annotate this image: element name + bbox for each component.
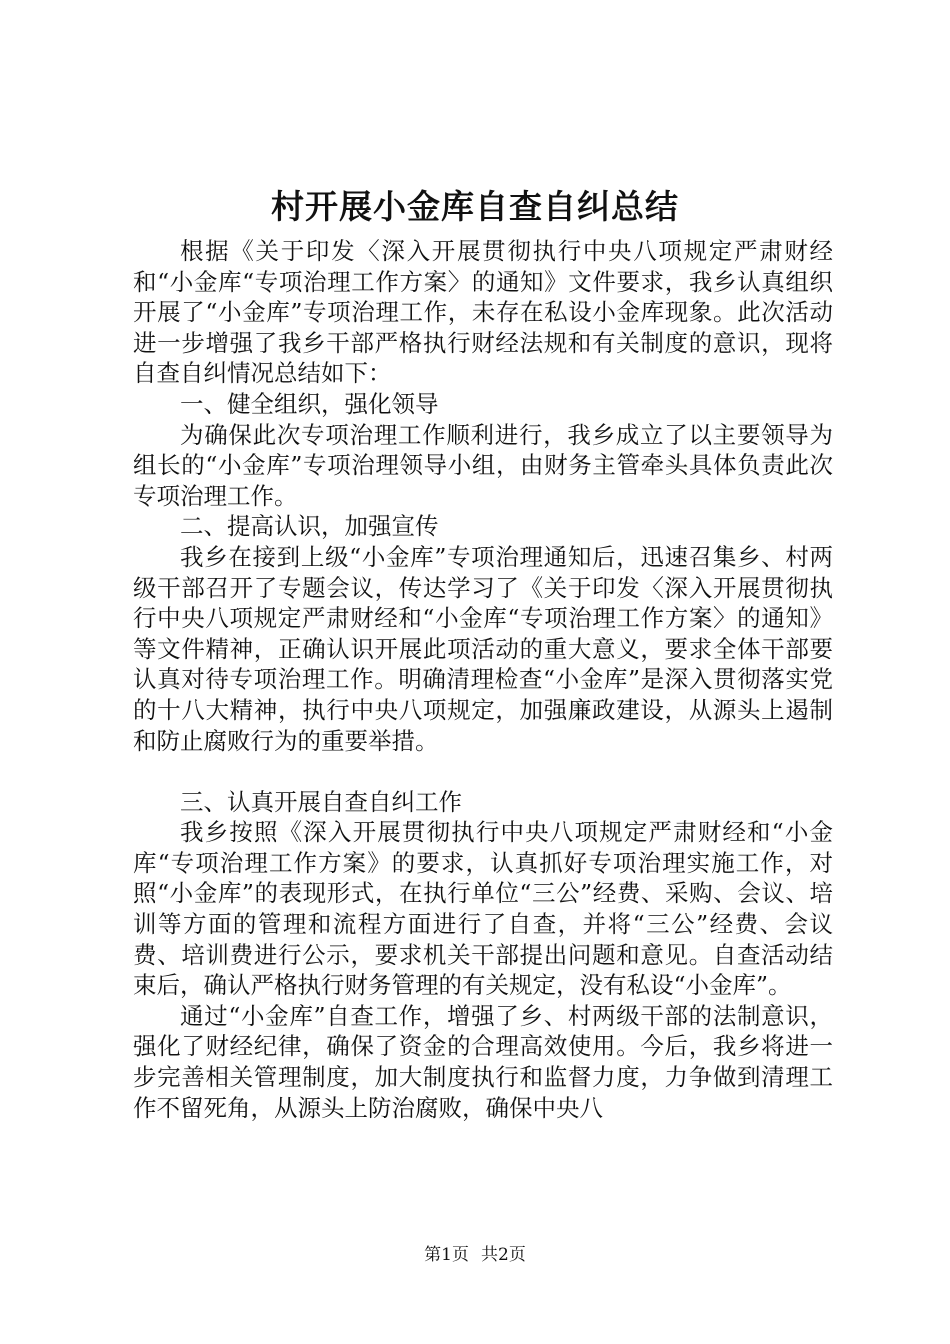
paragraph-organization: 为确保此次专项治理工作顺利进行，我乡成立了以主要领导为组长的“小金库”专项治理领导小组，由财务主管牵头具体负责此次专项治理工作。	[133, 420, 833, 510]
page-footer	[0, 1244, 950, 1266]
paragraph-intro: 根据《关于印发〈深入开展贯彻执行中央八项规定严肃财经和“小金库“专项治理工作方案〉的通知》文件要求，我乡认真组织开展了“小金库”专项治理工作，未存在私设小金库现象。此次活动进一步增强了我乡干部严格执行财经法规和有关制度的意识，现将自查自纠情况总结如下：	[133, 237, 833, 388]
paragraph-conclusion: 通过“小金库”自查工作，增强了乡、村两级干部的法制意识，强化了财经纪律，确保了资金的合理高效使用。今后，我乡将进一步完善相关管理制度，加大制度执行和监督力度，力争做到清理工作不留死角，从源头上防治腐败，确保中央八	[133, 1001, 833, 1122]
page-total: 共2页	[481, 1245, 526, 1265]
section-heading-3: 三、认真开展自查自纠工作	[180, 787, 462, 816]
section-heading-1: 一、健全组织，强化领导	[180, 389, 439, 418]
document-body	[133, 236, 833, 1123]
paragraph-self-inspection: 我乡按照《深入开展贯彻执行中央八项规定严肃财经和“小金库“专项治理工作方案》的要求，认真抓好专项治理实施工作，对照“小金库”的表现形式，在执行单位“三公”经费、采购、会议、培训等方面的管理和流程方面进行了自查，并将“三公”经费、会议费、培训费进行公示，要求机关干部提出问题和意见。自查活动结束后，确认严格执行财务管理的有关规定，没有私设“小金库”。	[133, 818, 833, 1000]
paragraph-gap	[133, 756, 833, 787]
page-number: 第1页	[424, 1245, 469, 1265]
paragraph-awareness: 我乡在接到上级“小金库”专项治理通知后，迅速召集乡、村两级干部召开了专题会议，传达学习了《关于印发〈深入开展贯彻执行中央八项规定严肃财经和“小金库“专项治理工作方案〉的通知》等文件精神，正确认识开展此项活动的重大意义，要求全体干部要认真对待专项治理工作。明确清理检查“小金库”是深入贯彻落实党的十八大精神，执行中央八项规定，加强廉政建设，从源头上遏制和防止腐败行为的重要举措。	[133, 542, 833, 755]
document-title: 村开展小金库自查自纠总结	[271, 187, 679, 226]
section-heading-2: 二、提高认识，加强宣传	[180, 512, 439, 541]
